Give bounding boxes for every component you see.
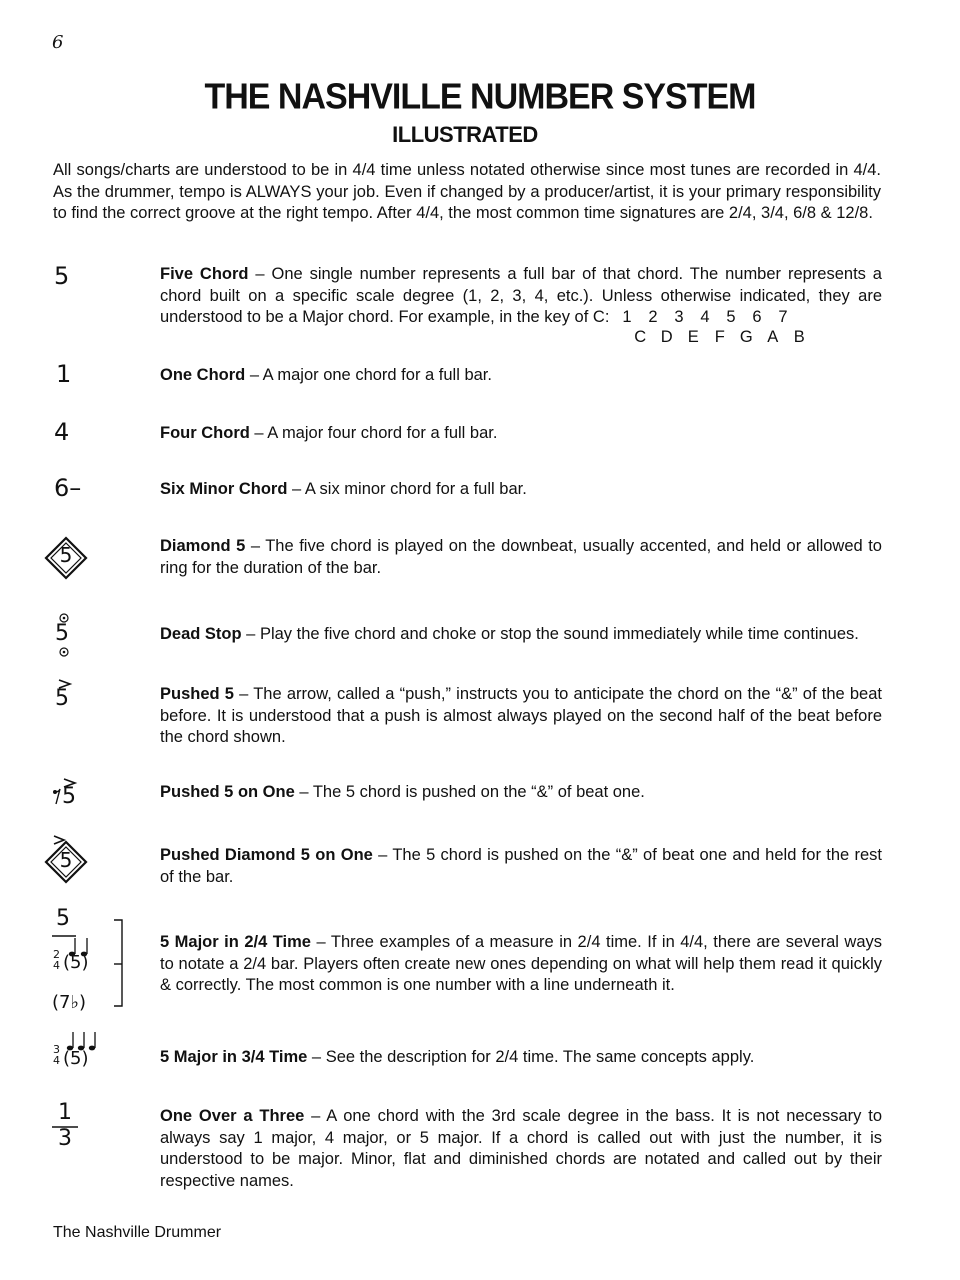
- entry-dead-stop: [160, 624, 900, 646]
- entry-desc: – A major four chord for a full bar.: [249, 424, 498, 442]
- entry-desc: – Play the five chord and choke or stop the sound immediately while time continues.: [241, 625, 859, 643]
- key-letter: C: [634, 328, 647, 346]
- page-subtitle: ILLUSTRATED: [392, 122, 538, 147]
- entry-term: 5 Major in 2/4 Time: [160, 933, 311, 951]
- entry-term: One Over a Three: [160, 1107, 305, 1125]
- diamond-number: 5: [59, 848, 73, 872]
- key-letter: A: [767, 328, 779, 346]
- page-number: 6: [52, 32, 64, 53]
- entry-desc: – The 5 chord is pushed on the “&” of beat one and held for the rest of the bar.: [160, 846, 882, 886]
- time-sig-bottom: 4: [53, 959, 60, 972]
- key-letter: G: [739, 328, 753, 346]
- key-number-row: [609, 308, 796, 326]
- entry-pushed-five-on-one: [160, 782, 882, 804]
- intro-paragraph: All songs/charts are understood to be in 4/4 time unless notated otherwise since most tunes are recorded in 4/4. As the drummer, tempo is ALWAYS your job. Even if changed by a producer/artist, it is your primary responsibility to find the correct groove at the right tempo. After 4/4, the most common time signatures are 2/4, 3/4, 6/8 & 12/8.: [53, 161, 881, 222]
- entry-term: Four Chord: [160, 424, 250, 442]
- entry-desc: – One single number represents a full bar of that chord. The number represents a chord built on a specific scale degree (1, 2, 3, 4, etc.). Unless otherwise indicated, they are understood to be a Major chord. For example, in the key of C:: [160, 265, 882, 326]
- symbol-three-four: [50, 1030, 110, 1076]
- key-number: 7: [778, 308, 788, 326]
- entry-term: Pushed 5: [160, 685, 234, 703]
- time-sig-bottom: 4: [53, 1054, 60, 1067]
- paren-five: (5): [63, 952, 89, 973]
- symbol-five: 5: [54, 262, 70, 290]
- entry-five-major-three-four: [160, 1047, 882, 1069]
- key-letter: F: [714, 328, 725, 346]
- key-number: 5: [726, 308, 736, 326]
- symbol-four: 4: [54, 418, 70, 446]
- chord-number: 1: [58, 1100, 72, 1125]
- entry-five-chord: [160, 264, 882, 329]
- entry-term: Dead Stop: [160, 625, 242, 643]
- entry-desc: – See the description for 2/4 time. The same concepts apply.: [307, 1048, 755, 1066]
- entry-desc: – A one chord with the 3rd scale degree in the bass. It is not necessary to always say 1 major, 4 major, or 5 major. If a chord is called out with just the number, it is understood to be major. Minor, flat and diminished chords are notated and called out by their respective names.: [160, 1107, 882, 1190]
- entry-term: Pushed Diamond 5 on One: [160, 846, 373, 864]
- entry-term: Six Minor Chord: [160, 480, 288, 498]
- footer-book-title: The Nashville Drummer: [53, 1224, 222, 1241]
- entry-pushed-five: [160, 684, 882, 749]
- paren-five: (5): [63, 1048, 89, 1069]
- entry-desc: – The five chord is played on the downbeat, usually accented, and held or allowed to ring for the duration of the bar.: [160, 537, 882, 577]
- key-number: 2: [648, 308, 658, 326]
- entry-one-chord: [160, 365, 882, 387]
- entry-term: Diamond 5: [160, 537, 246, 555]
- pushed-number: 5: [62, 784, 76, 809]
- key-letter: E: [687, 328, 699, 346]
- dead-stop-number: 5: [55, 621, 69, 646]
- entry-term: Pushed 5 on One: [160, 783, 295, 801]
- key-number: 6: [752, 308, 762, 326]
- entry-five-major-two-four: [160, 932, 882, 997]
- symbol-pushed-five: [54, 678, 78, 718]
- key-number: 3: [674, 308, 684, 326]
- symbol-dead-stop: [54, 612, 76, 660]
- entry-desc: – A six minor chord for a full bar.: [287, 480, 527, 498]
- pushed-number: 5: [55, 686, 69, 711]
- symbol-pushed-five-on-one: [50, 776, 86, 812]
- entry-desc: – The 5 chord is pushed on the “&” of beat one.: [294, 783, 645, 801]
- entry-four-chord: [160, 423, 882, 445]
- paren-seven-flat: (7♭): [52, 992, 86, 1013]
- time-sig-top: 2: [53, 948, 60, 961]
- underlined-five: 5: [56, 906, 70, 931]
- symbol-pushed-diamond-five: [44, 834, 90, 886]
- page-title: THE NASHVILLE NUMBER SYSTEM: [204, 77, 756, 117]
- symbol-two-four-group: [50, 908, 136, 1020]
- key-number: 1: [622, 308, 632, 326]
- symbol-one-over-three: [50, 1100, 86, 1154]
- entry-desc: – Three examples of a measure in 2/4 time. If in 4/4, there are several ways to notate a 2/4 bar. Players often create new ones depending on what will help them read it quickly & correctly. The most common is one number with a line underneath it.: [160, 933, 882, 994]
- diamond-number: 5: [59, 543, 73, 567]
- entry-desc: – The arrow, called a “push,” instructs you to anticipate the chord on the “&” of the beat before. It is understood that a push is almost always played on the second half of the beat before the chord shown.: [160, 685, 882, 746]
- symbol-one: 1: [56, 360, 72, 388]
- key-letter: B: [793, 328, 805, 346]
- key-letter: D: [660, 328, 673, 346]
- time-sig-top: 3: [53, 1043, 60, 1056]
- entry-diamond-five: [160, 536, 882, 579]
- entry-desc: – A major one chord for a full bar.: [245, 366, 492, 384]
- entry-term: Five Chord: [160, 265, 249, 283]
- entry-pushed-diamond-five-on-one: [160, 845, 882, 888]
- bass-number: 3: [58, 1126, 72, 1151]
- key-number: 4: [700, 308, 710, 326]
- entry-term: 5 Major in 3/4 Time: [160, 1048, 308, 1066]
- symbol-six-minor: 6–: [54, 474, 82, 502]
- symbol-diamond-five: [44, 536, 88, 580]
- entry-term: One Chord: [160, 366, 246, 384]
- key-letter-row: [627, 328, 813, 347]
- entry-six-minor-chord: [160, 479, 882, 501]
- entry-one-over-three: [160, 1106, 882, 1192]
